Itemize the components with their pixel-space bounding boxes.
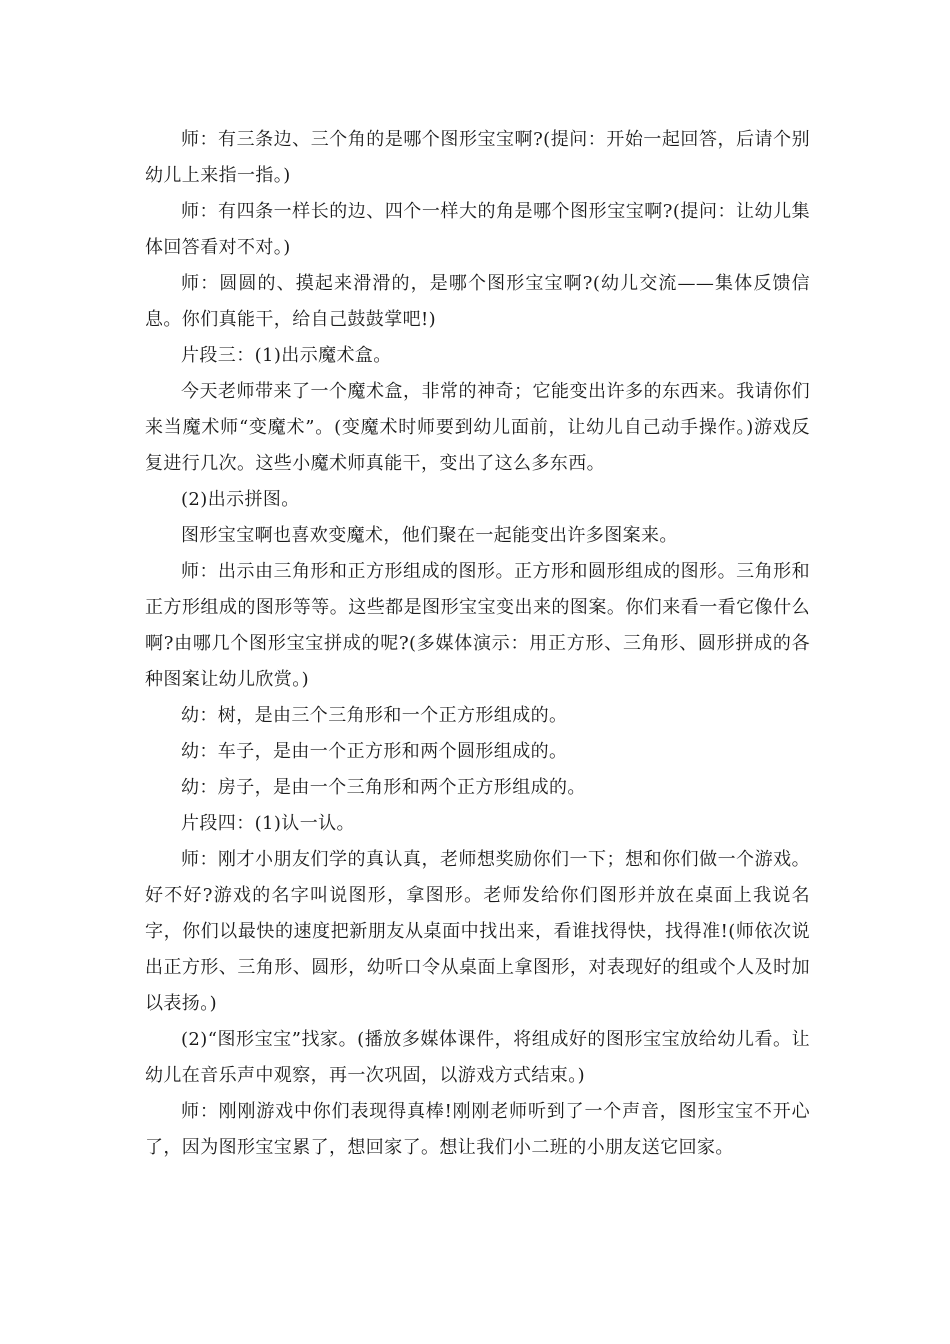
paragraph: 幼：房子，是由一个三角形和两个正方形组成的。	[181, 777, 586, 798]
paragraph: 师：出示由三角形和正方形组成的图形。正方形和圆形组成的图形。三角形和正方形组成的图形等等。这些都是图形宝宝变出来的图案。你们来看一看它像什么啊?由哪几个图形宝宝拼成的呢?(多媒体演示：用正方形、三角形、圆形拼成的各种图案让幼儿欣赏。)	[145, 561, 810, 690]
document-body	[145, 122, 810, 1166]
paragraph: 师：有三条边、三个角的是哪个图形宝宝啊?(提问：开始一起回答，后请个别幼儿上来指一指。)	[145, 129, 810, 186]
paragraph: 师：有四条一样长的边、四个一样大的角是哪个图形宝宝啊?(提问：让幼儿集体回答看对不对。)	[145, 201, 810, 258]
paragraph: 幼：树，是由三个三角形和一个正方形组成的。	[181, 705, 568, 726]
paragraph: 师：圆圆的、摸起来滑滑的，是哪个图形宝宝啊?(幼儿交流——集体反馈信息。你们真能干，给自己鼓鼓掌吧!)	[145, 273, 810, 330]
paragraph: (2)“图形宝宝”找家。(播放多媒体课件，将组成好的图形宝宝放给幼儿看。让幼儿在音乐声中观察，再一次巩固，以游戏方式结束。)	[145, 1029, 810, 1086]
paragraph: 图形宝宝啊也喜欢变魔术，他们聚在一起能变出许多图案来。	[181, 525, 678, 546]
section-heading: 片段四：(1)认一认。	[181, 813, 355, 834]
paragraph: 师：刚才小朋友们学的真认真，老师想奖励你们一下；想和你们做一个游戏。好不好?游戏的名字叫说图形，拿图形。老师发给你们图形并放在桌面上我说名字，你们以最快的速度把新朋友从桌面中找出来，看谁找得快，找得准!(师依次说出正方形、三角形、圆形，幼听口令从桌面上拿图形，对表现好的组或个人及时加以表扬。)	[145, 849, 810, 1014]
paragraph: 师：刚刚游戏中你们表现得真棒!刚刚老师听到了一个声音，图形宝宝不开心了，因为图形宝宝累了，想回家了。想让我们小二班的小朋友送它回家。	[145, 1101, 810, 1158]
section-heading: 片段三：(1)出示魔术盒。	[181, 345, 392, 366]
sub-heading: (2)出示拼图。	[181, 489, 300, 510]
paragraph: 今天老师带来了一个魔术盒，非常的神奇；它能变出许多的东西来。我请你们来当魔术师“变魔术”。(变魔术时师要到幼儿面前，让幼儿自己动手操作。)游戏反复进行几次。这些小魔术师真能干，变出了这么多东西。	[145, 381, 810, 474]
paragraph: 幼：车子，是由一个正方形和两个圆形组成的。	[181, 741, 568, 762]
